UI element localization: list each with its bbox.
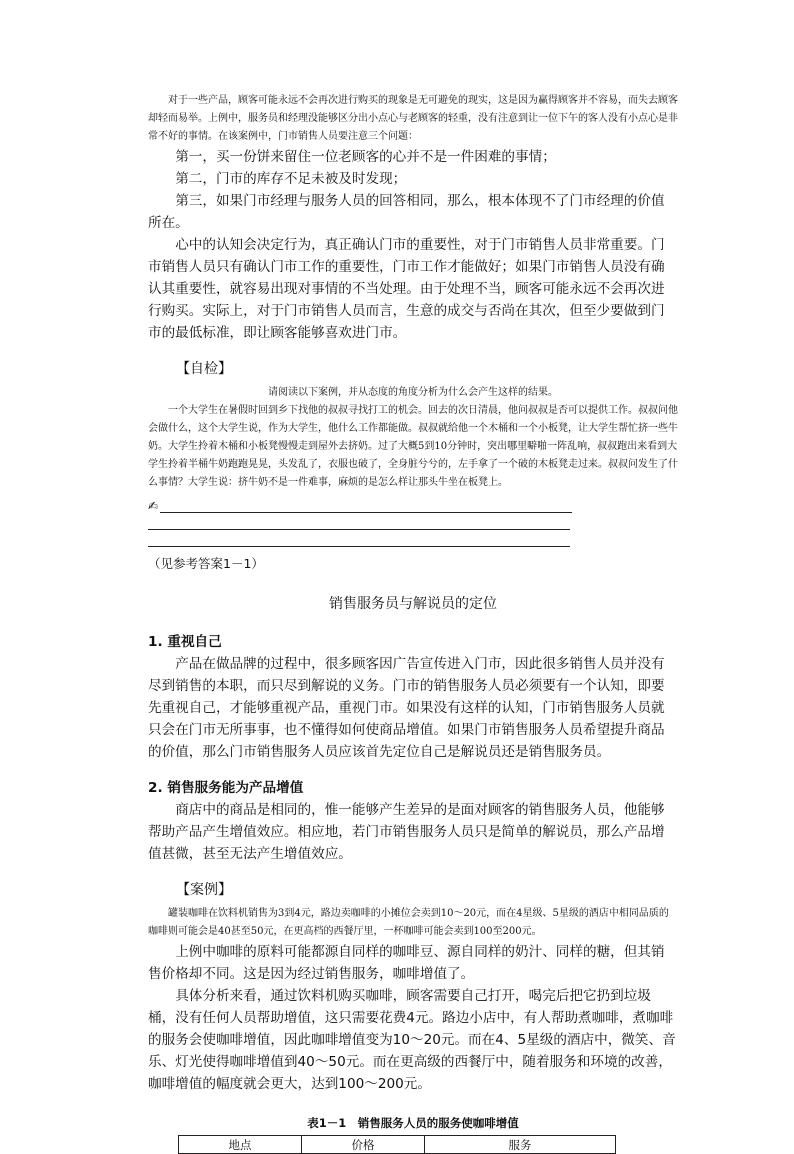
table-title: 表1－1 销售服务人员的服务使咖啡增值 bbox=[307, 1116, 519, 1130]
table-header-price: 价格 bbox=[302, 1136, 425, 1154]
intro-point-1: 第一，买一份饼来留住一位老顾客的心并不是一件困难的事情； bbox=[175, 149, 556, 165]
intro-lead: 对于一些产品，顾客可能永远不会再次进行购买的现象是无可避免的现实，这是因为赢得顾客并不容易，而失去顾客却轻而易举。上例中，服务员和经理没能够区分出小点心与老顾客的轻重，没有注意到让一位下午的客人没有小点心是非常不好的事情。在该案例中，门市销售人员要注意三个问题： bbox=[148, 95, 678, 142]
case-label: 【案例】 bbox=[176, 882, 232, 898]
intro-point-2: 第二，门市的库存不足未被及时发现； bbox=[175, 171, 407, 187]
case-paragraph-1: 上例中咖啡的原料可能都源自同样的咖啡豆、源自同样的奶汁、同样的糖，但其销售价格却不同。这是因为经过销售服务，咖啡增值了。 bbox=[148, 944, 665, 982]
reference-answer: （见参考答案1－1） bbox=[148, 556, 264, 571]
pencil-hand-icon: ✍ bbox=[148, 499, 159, 513]
intro-point-3: 第三，如果门市经理与服务人员的回答相同，那么，根本体现不了门市经理的价值所在。 bbox=[148, 193, 665, 231]
section-paragraph-1: 产品在做品牌的过程中，很多顾客因广告宣传进入门市，因此很多销售人员并没有尽到销售的本职，而只尽到解说的义务。门市的销售服务人员必须要有一个认知，即要先重视自己，才能够重视产品，重视门市。如果没有这样的认知，门市销售服务人员就只会在门市无所事事，也不懂得如何使商品增值。如果门市销售服务人员希望提升商品的价值，那么门市销售服务人员应该首先定位自己是解说员还是销售服务员。 bbox=[148, 656, 665, 760]
subhead-2: 2. 销售服务能为产品增值 bbox=[148, 780, 304, 796]
subhead-1: 1. 重视自己 bbox=[148, 634, 222, 650]
answer-line-1[interactable] bbox=[160, 496, 572, 513]
intro-paragraph: 心中的认知会决定行为，真正确认门市的重要性，对于门市销售人员非常重要。门市销售人员只有确认门市工作的重要性，门市工作才能做好；如果门市销售人员没有确认其重要性，就容易出现对事情的不当处理。由于处理不当，顾客可能永远不会再次进行购买。实际上，对于门市销售人员而言，生意的成交与否尚在其次，但至少要做到门市的最低标准，即让顾客能够喜欢进门市。 bbox=[148, 237, 665, 341]
answer-line-first bbox=[148, 496, 678, 513]
self-check-prompt: 请阅读以下案例，并从态度的角度分析为什么会产生这样的结果。 bbox=[268, 387, 558, 398]
coffee-value-table bbox=[178, 1135, 616, 1154]
self-check-label: 【自检】 bbox=[176, 361, 232, 377]
answer-line-2[interactable] bbox=[148, 513, 570, 530]
answer-line-3[interactable] bbox=[148, 530, 570, 547]
case-paragraph-2: 具体分析来看，通过饮料机购买咖啡，顾客需要自己打开，喝完后把它扔到垃圾桶，没有任何人员帮助增值，这只需要花费4元。路边小店中，有人帮助煮咖啡，煮咖啡的服务会使咖啡增值，因此咖啡增值变为10～20元。而在4、5星级的酒店中，微笑、音乐、灯光使得咖啡增值到40～50元。而在更高级的西餐厅中，随着服务和环境的改善，咖啡增值的幅度就会更大，达到100～200元。 bbox=[148, 988, 676, 1092]
answer-lines bbox=[148, 496, 678, 547]
section-paragraph-2: 商店中的商品是相同的，惟一能够产生差异的是面对顾客的销售服务人员，他能够帮助产品产生增值效应。相应地，若门市销售服务人员只是简单的解说员，那么产品增值甚微，甚至无法产生增值效应。 bbox=[148, 802, 665, 862]
table-header-row bbox=[179, 1136, 616, 1154]
table-header-service: 服务 bbox=[425, 1136, 616, 1154]
table-header-location: 地点 bbox=[179, 1136, 302, 1154]
case-story: 罐装咖啡在饮料机销售为3到4元，路边卖咖啡的小摊位会卖到10～20元，而在4星级、5星级的酒店中相同品质的咖啡则可能会是40甚至50元，在更高档的西餐厅里，一杯咖啡可能会卖到100至200元。 bbox=[148, 908, 669, 937]
page-content bbox=[148, 92, 678, 1154]
self-check-story: 一个大学生在暑假时回到乡下找他的叔叔寻找打工的机会。回去的次日清晨，他问叔叔是否可以提供工作。叔叔问他会做什么，这个大学生说，作为大学生，他什么工作都能做。叔叔就给他一个木桶和一个小板凳，让大学生帮忙挤一些牛奶。大学生拎着木桶和小板凳慢慢走到屋外去挤奶。过了大概5到10分钟时，突出哪里噼啪一阵乱响，叔叔跑出来看到大学生拎着半桶牛奶跑跑晃晃，头发乱了，衣服也破了，全身脏兮兮的，左手拿了一个破的木板凳走过来。叔叔问发生了什么事情？大学生说：挤牛奶不是一件难事，麻烦的是怎么样让那头牛坐在板凳上。 bbox=[148, 405, 678, 488]
section-title: 销售服务员与解说员的定位 bbox=[329, 596, 497, 612]
